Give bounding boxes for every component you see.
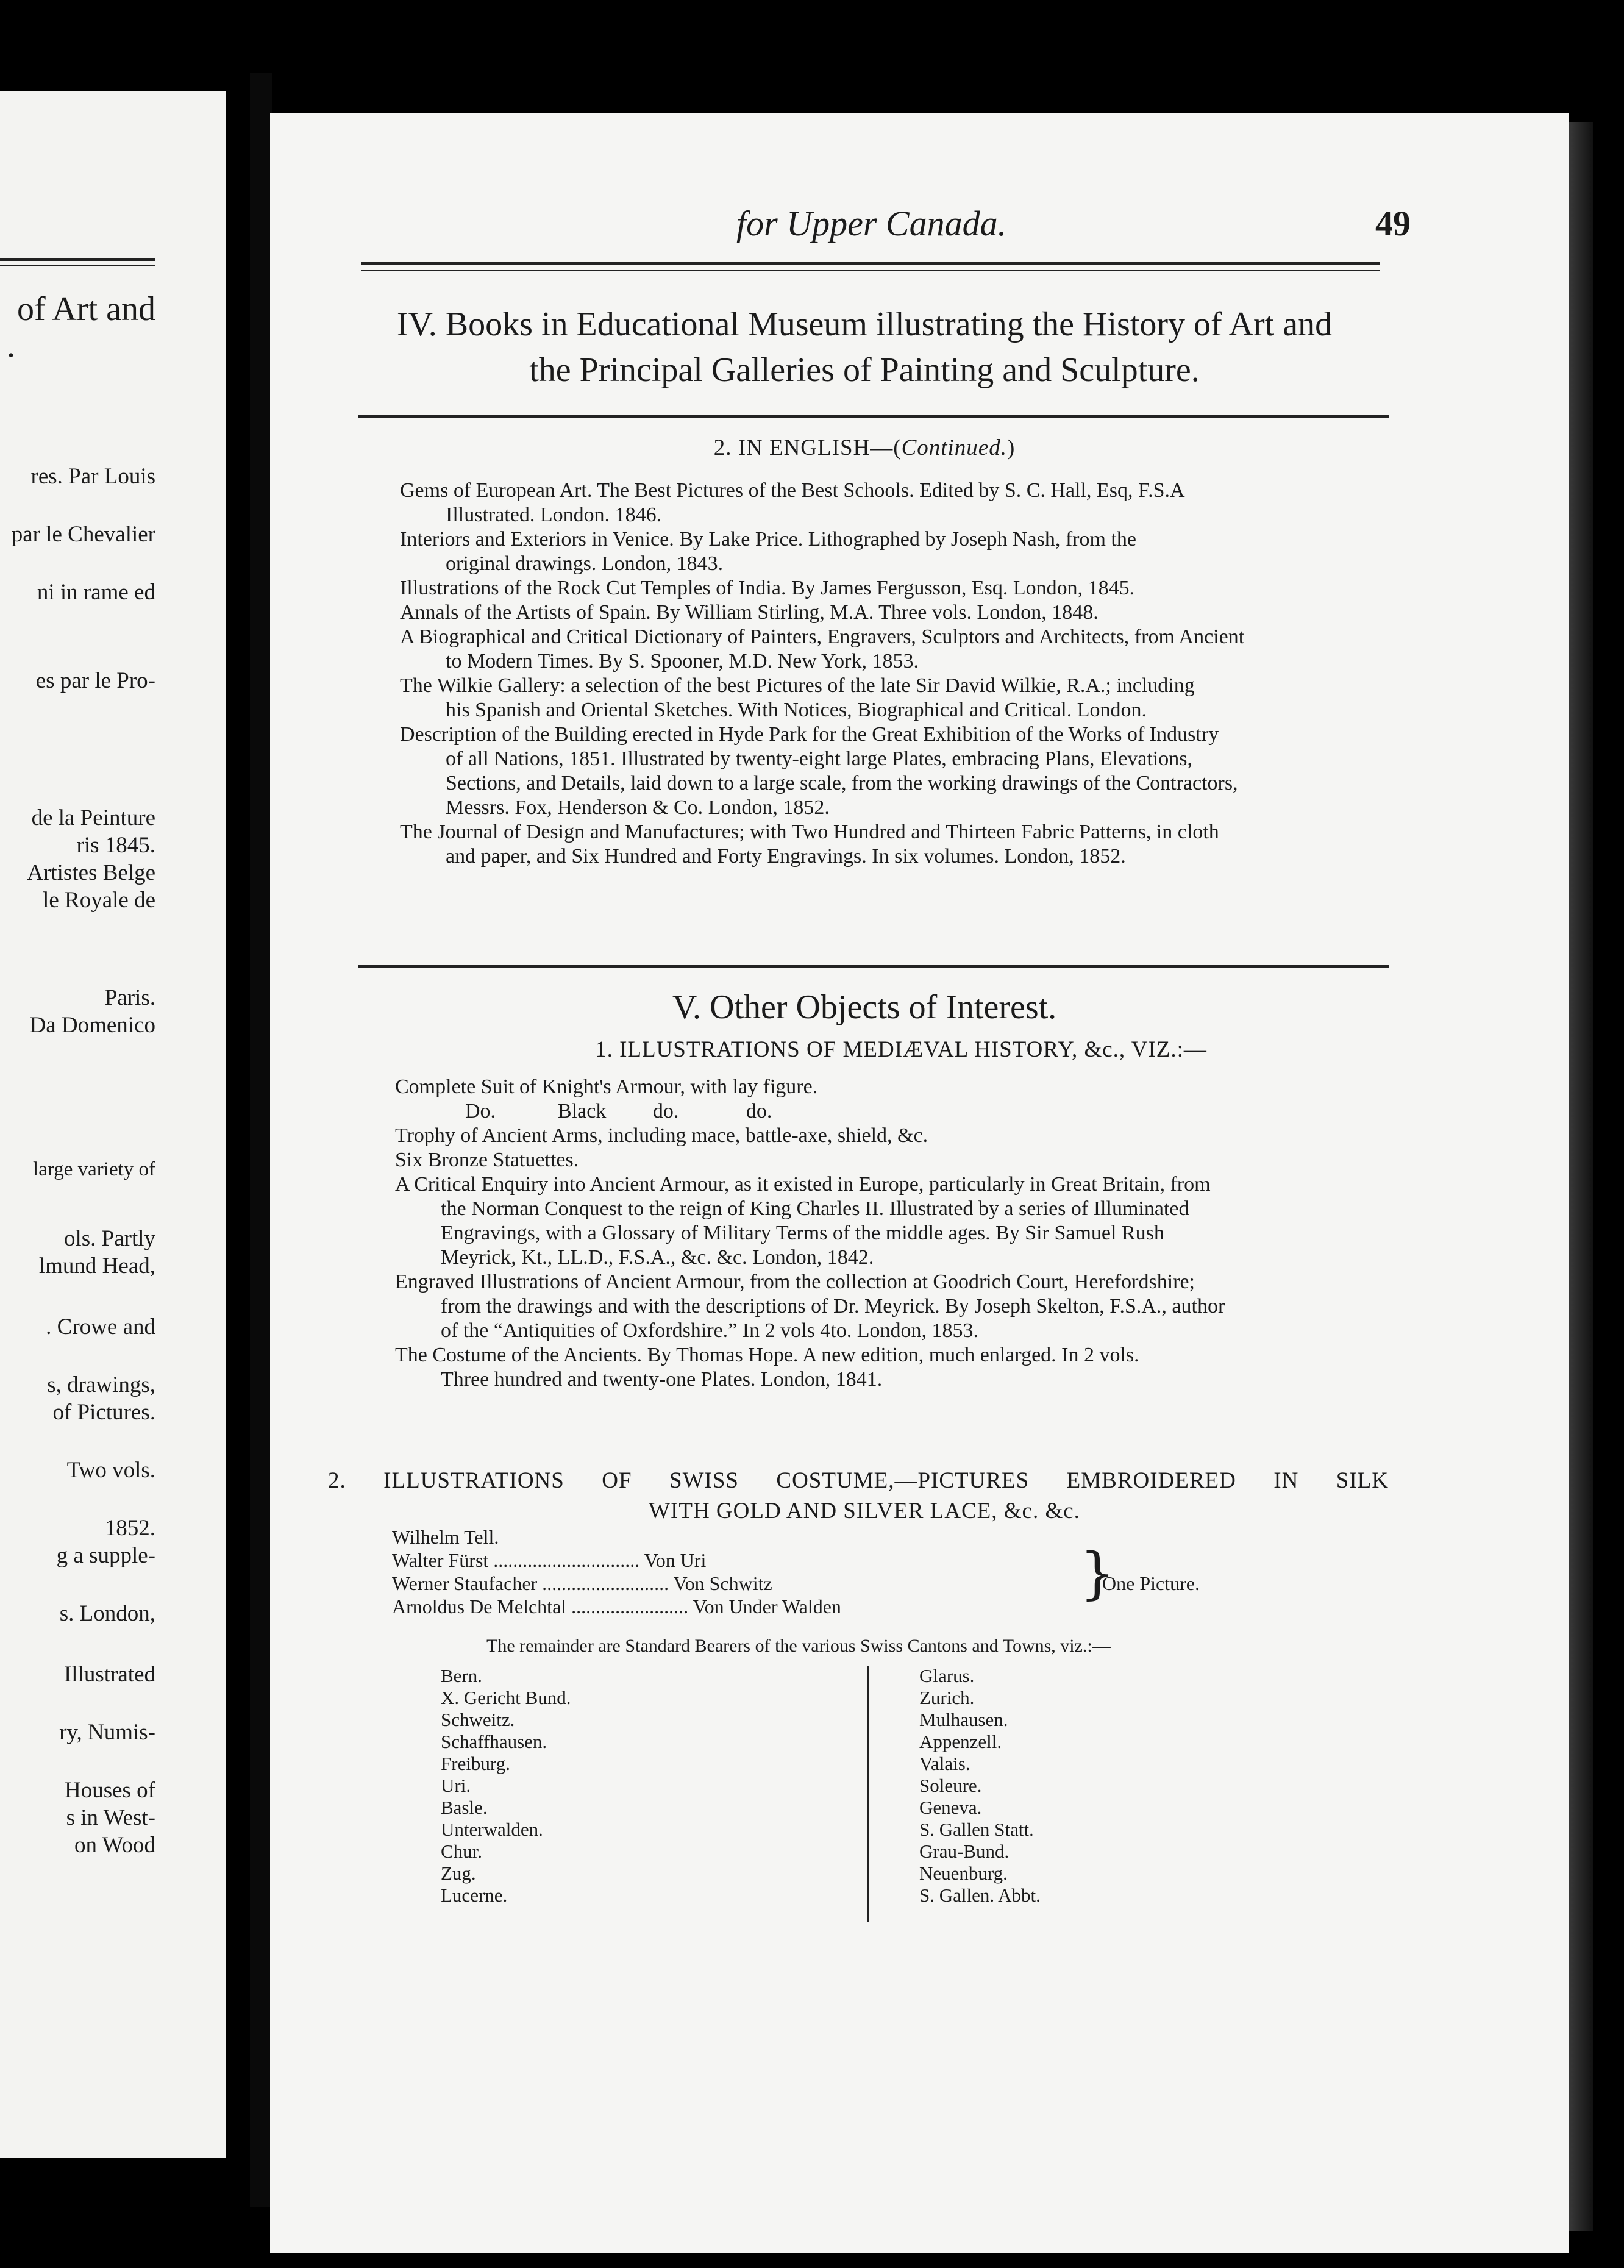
main-page xyxy=(270,113,1569,2253)
section-v-rule xyxy=(358,965,1389,968)
entry-line: from the drawings and with the descriptions of Dr. Meyrick. By Joseph Skelton, F.S.A., author xyxy=(441,1295,1225,1318)
medieval-item xyxy=(395,1075,1389,1099)
remainder-note: The remainder are Standard Bearers of the various Swiss Cantons and Towns, viz.:— xyxy=(486,1636,1111,1656)
section-v-sub1: 1. ILLUSTRATIONS OF MEDIÆVAL HISTORY, &c., VIZ.:— xyxy=(595,1037,1207,1062)
entry-line: The Wilkie Gallery: a selection of the best Pictures of the late Sir David Wilkie, R.A.; including xyxy=(400,674,1195,697)
one-picture-label: One Picture. xyxy=(1102,1572,1200,1594)
book-entry xyxy=(400,527,1387,576)
entry-line: Do. Black do. do. xyxy=(465,1100,772,1122)
left-text-line: of Pictures. xyxy=(52,1400,155,1425)
left-text-line: s. London, xyxy=(59,1601,155,1626)
canton-item: Uri. xyxy=(441,1775,471,1796)
left-text-line: ry, Numis- xyxy=(59,1720,155,1745)
canton-item: Basle. xyxy=(441,1797,488,1818)
entry-line: Interiors and Exteriors in Venice. By Lake Price. Lithographed by Joseph Nash, from the xyxy=(400,528,1136,551)
entry-line: of the “Antiquities of Oxfordshire.” In 2 vols 4to. London, 1853. xyxy=(441,1319,978,1342)
left-text-line: le Royale de xyxy=(43,888,155,913)
medieval-item xyxy=(395,1343,1389,1392)
entry-line: A Biographical and Critical Dictionary of Painters, Engravers, Sculptors and Architects, from Ancient xyxy=(400,626,1245,648)
entry-line: Engraved Illustrations of Ancient Armour, from the collection at Goodrich Court, Herefordshire; xyxy=(395,1271,1195,1293)
left-text-line: s in West- xyxy=(66,1805,155,1830)
entry-line: Illustrations of the Rock Cut Temples of India. By James Fergusson, Esq. London, 1845. xyxy=(400,577,1135,599)
book-entry xyxy=(400,722,1387,820)
section-iv-rule xyxy=(358,415,1389,418)
canton-item: Geneva. xyxy=(919,1797,982,1818)
entry-line: Engravings, with a Glossary of Military Terms of the middle ages. By Sir Samuel Rush xyxy=(441,1222,1164,1244)
picture-group-row xyxy=(392,1549,706,1572)
left-text-line: Artistes Belge xyxy=(27,860,155,885)
left-rule-1 xyxy=(0,258,155,261)
leader-dots: .......................... xyxy=(542,1572,669,1594)
left-text-line: 1852. xyxy=(104,1516,155,1541)
entry-line: Description of the Building erected in Hyde Park for the Great Exhibition of the Works of Industry xyxy=(400,723,1219,746)
entry-line: The Journal of Design and Manufactures; with Two Hundred and Thirteen Fabric Patterns, in cloth xyxy=(400,821,1219,843)
section-iv-title-line2: the Principal Galleries of Painting and Sculpture. xyxy=(529,351,1200,389)
canton-item: S. Gallen. Abbt. xyxy=(919,1885,1041,1906)
header-rule-bottom xyxy=(361,270,1380,271)
canton-item: Glarus. xyxy=(919,1665,975,1686)
medieval-item xyxy=(395,1124,1389,1148)
medieval-item xyxy=(395,1270,1389,1343)
left-text-line: Houses of xyxy=(64,1778,155,1803)
section-iv-subhead xyxy=(337,435,1392,461)
book-entry xyxy=(400,576,1387,601)
canton-item: Unterwalden. xyxy=(441,1819,543,1840)
entry-line: Six Bronze Statuettes. xyxy=(395,1149,579,1171)
canton-item: Bern. xyxy=(441,1665,483,1686)
medieval-item xyxy=(395,1148,1389,1172)
canton-item: Freiburg. xyxy=(441,1753,510,1774)
subhead-close: ) xyxy=(1006,435,1016,460)
section-v-title: V. Other Objects of Interest. xyxy=(672,988,1057,1026)
entry-line: Sections, and Details, laid down to a large scale, from the working drawings of the Contractors, xyxy=(446,772,1238,794)
canton-item: Zug. xyxy=(441,1863,476,1884)
left-text-line: lmund Head, xyxy=(38,1253,155,1278)
page-edge-shadow xyxy=(1569,122,1593,2231)
canton-item: Zurich. xyxy=(919,1687,975,1708)
left-text-line: . Crowe and xyxy=(46,1314,155,1339)
left-text-line: Paris. xyxy=(104,985,155,1010)
entry-line: Complete Suit of Knight's Armour, with lay figure. xyxy=(395,1075,818,1098)
medieval-item xyxy=(395,1099,1389,1124)
left-text-line: ris 1845. xyxy=(76,833,155,858)
book-entry xyxy=(400,625,1387,674)
person-name: Werner Staufacher xyxy=(392,1572,538,1594)
book-entry xyxy=(400,601,1387,625)
left-rule-2 xyxy=(0,265,155,266)
canton-item: Chur. xyxy=(441,1841,483,1862)
left-text-line: Da Domenico xyxy=(29,1013,155,1038)
left-facing-page xyxy=(0,91,226,2158)
book-entry xyxy=(400,479,1387,527)
entry-line: A Critical Enquiry into Ancient Armour, as it existed in Europe, particularly in Great Britain, from xyxy=(395,1173,1211,1196)
leader-dots: ........................ xyxy=(571,1596,689,1617)
subhead-italic: Continued. xyxy=(901,435,1007,460)
entry-line: The Costume of the Ancients. By Thomas Hope. A new edition, much enlarged. In 2 vols. xyxy=(395,1344,1139,1366)
section-iv-title-line1: IV. Books in Educational Museum illustrating the History of Art and xyxy=(396,305,1333,343)
canton-item: Appenzell. xyxy=(919,1731,1002,1752)
left-text-line: ni in rame ed xyxy=(37,580,155,605)
entry-line: and paper, and Six Hundred and Forty Engravings. In six volumes. London, 1852. xyxy=(446,845,1126,868)
left-text-line: res. Par Louis xyxy=(30,464,155,489)
entry-line: Illustrated. London. 1846. xyxy=(446,504,662,526)
running-header-title: for Upper Canada. xyxy=(736,204,1007,243)
page-number: 49 xyxy=(1375,204,1411,243)
left-text-line: of Art and xyxy=(16,290,155,328)
column-divider xyxy=(867,1666,869,1922)
left-text-line: ols. Partly xyxy=(63,1226,155,1251)
medieval-items-list xyxy=(395,1075,1389,1392)
canton-item: Mulhausen. xyxy=(919,1709,1008,1730)
entry-line: Three hundred and twenty-one Plates. London, 1841. xyxy=(441,1368,883,1391)
section-v-sub2-line1: 2. ILLUSTRATIONS OF SWISS COSTUME,—PICTURES EMBROIDERED IN SILK xyxy=(328,1468,1389,1493)
subhead-text: 2. IN ENGLISH—( xyxy=(713,435,902,460)
place-name: Von Schwitz xyxy=(673,1572,772,1594)
curly-brace-icon: } xyxy=(1080,1541,1116,1606)
left-text-line: Illustrated xyxy=(63,1662,155,1687)
picture-group-row xyxy=(392,1572,772,1595)
canton-item: Lucerne. xyxy=(441,1885,508,1906)
canton-item: Grau-Bund. xyxy=(919,1841,1010,1862)
section-iv-book-list xyxy=(400,479,1387,869)
entry-line: Gems of European Art. The Best Pictures of the Best Schools. Edited by S. C. Hall, Esq, F.S.A xyxy=(400,479,1185,502)
place-name: Von Uri xyxy=(644,1549,707,1571)
header-rule-top xyxy=(361,262,1380,265)
left-text-line: s, drawings, xyxy=(47,1372,155,1397)
picture-group-row xyxy=(392,1596,841,1618)
entry-line: Meyrick, Kt., LL.D., F.S.A., &c. &c. London, 1842. xyxy=(441,1246,874,1269)
person-name: Walter Fürst xyxy=(392,1549,489,1571)
medieval-item xyxy=(395,1172,1389,1270)
person-name: Arnoldus De Melchtal xyxy=(392,1596,567,1617)
entry-line: of all Nations, 1851. Illustrated by twenty-eight large Plates, embracing Plans, Elevations, xyxy=(446,747,1192,770)
place-name: Von Under Walden xyxy=(693,1596,841,1617)
book-entry xyxy=(400,820,1387,869)
left-text-line: g a supple- xyxy=(56,1543,155,1568)
wilhelm-tell: Wilhelm Tell. xyxy=(392,1526,499,1548)
book-gutter xyxy=(250,73,272,2207)
leader-dots: .............................. xyxy=(493,1549,640,1571)
canton-item: Neuenburg. xyxy=(919,1863,1008,1884)
entry-line: the Norman Conquest to the reign of King Charles II. Illustrated by a series of Illuminated xyxy=(441,1197,1189,1220)
canton-item: Soleure. xyxy=(919,1775,982,1796)
entry-line: his Spanish and Oriental Sketches. With Notices, Biographical and Critical. London. xyxy=(446,699,1147,721)
canton-item: S. Gallen Statt. xyxy=(919,1819,1034,1840)
left-text-line: es par le Pro- xyxy=(35,668,155,693)
left-text-line: large variety of xyxy=(33,1158,155,1180)
left-text-line: . xyxy=(7,327,15,365)
entry-line: Messrs. Fox, Henderson & Co. London, 1852. xyxy=(446,796,830,819)
canton-item: Schweitz. xyxy=(441,1709,515,1730)
left-text-line: on Wood xyxy=(74,1833,155,1858)
book-entry xyxy=(400,674,1387,722)
entry-line: Annals of the Artists of Spain. By William Stirling, M.A. Three vols. London, 1848. xyxy=(400,601,1099,624)
cantons-left-column xyxy=(441,1665,571,1906)
left-text-line: par le Chevalier xyxy=(11,522,155,547)
entry-line: Trophy of Ancient Arms, including mace, battle-axe, shield, &c. xyxy=(395,1124,928,1147)
section-v-sub2-line2: WITH GOLD AND SILVER LACE, &c. &c. xyxy=(649,1499,1080,1524)
entry-line: original drawings. London, 1843. xyxy=(446,552,724,575)
canton-item: Schaffhausen. xyxy=(441,1731,547,1752)
left-text-line: de la Peinture xyxy=(31,805,155,830)
cantons-right-column xyxy=(919,1665,1041,1906)
canton-item: X. Gericht Bund. xyxy=(441,1687,571,1708)
entry-line: to Modern Times. By S. Spooner, M.D. New York, 1853. xyxy=(446,650,919,672)
canton-item: Valais. xyxy=(919,1753,970,1774)
left-text-line: Two vols. xyxy=(66,1458,155,1483)
